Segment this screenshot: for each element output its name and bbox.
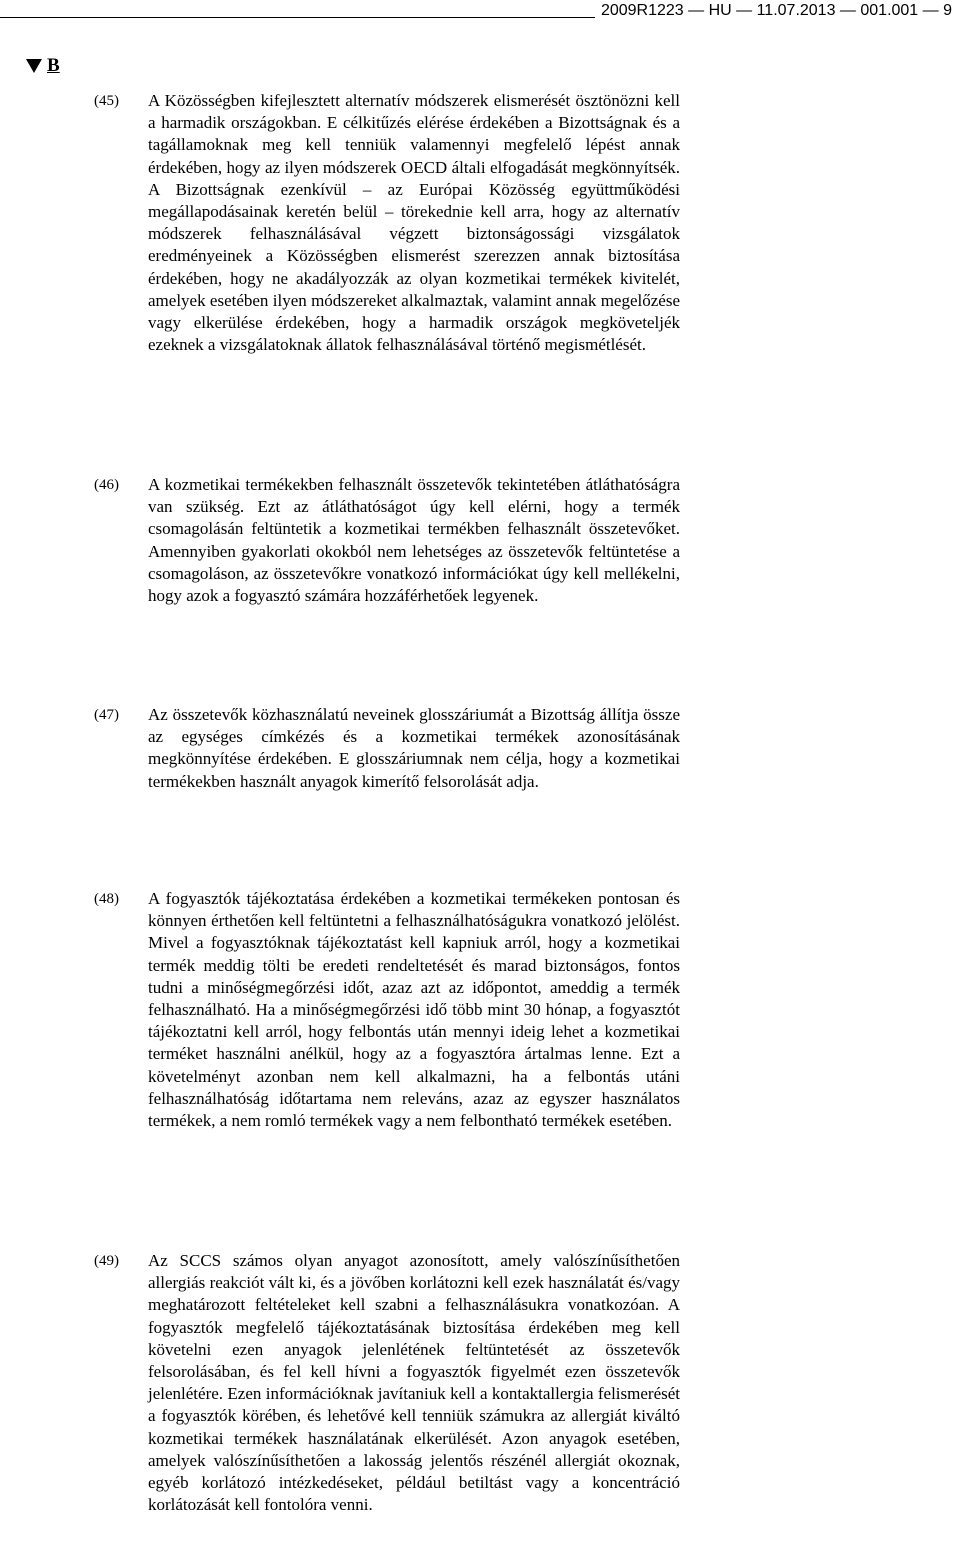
recital-number: (46) [94,477,119,493]
header-reference: 2009R1223 — HU — 11.07.2013 — 001.001 — 9 [595,2,952,20]
page-header [595,0,952,42]
recital-number: (47) [94,707,119,723]
recital-text: Az összetevők közhasználatú neveinek glosszáriumát a Bizottság állítja össze az egységes címkézés és a kozmetikai termékek azonosításának megkönnyítése érdekében. E glosszáriumnak nem célja, hogy a kozmetikai termékekben használt anyagok kimerítő felsorolását adja. [148,705,680,791]
recital-text: A Közösségben kifejlesztett alternatív módszerek elismerését ösztönözni kell a harmadik országokban. E célkitűzés elérése érdekében a Bizottságnak és a tagállamoknak meg kell tenniük valamennyi megfelelő lépést annak érdekében, hogy az ilyen módszerek OECD általi elfogadását megkönnyítsék. A Bizottságnak ezenkívül – az Európai Közösség együttműködési megállapodásainak keretén belül – törekednie kell arra, hogy az alternatív módszerek felhasználásával végzett biztonságossági vizsgálatok eredményeinek a Közösségben elismerést szerezzen annak biztosítása érdekében, hogy ne akadályozzák az olyan kozmetikai termékek kivitelét, amelyek esetében ilyen módszereket alkalmaztak, valamint annak megelőzése vagy elkerülése érdekében, hogy a harmadik országok megköveteljék ezeknek a vizsgálatoknak állatok felhasználásával történő megismétlését. [148,91,680,355]
amendment-marker [26,55,60,77]
recital-text: A fogyasztók tájékoztatása érdekében a kozmetikai termékeken pontosan és könnyen érthetően kell feltüntetni a felhasználhatóságukra vonatkozó jelölést. Mivel a fogyasztóknak tájékoztatást kell kapniuk arról, hogy a kozmetikai termék meddig tölti be eredeti rendeltetését és marad biztonságos, fontos tudni a minőségmegőrzési időt, azaz azt az időpontot, ameddig a termék felhasználható. Ha a minőségmegőrzési idő több mint 30 hónap, a fogyasztót tájékoztatni kell arról, hogy felbontás után mennyi ideig lehet a kozmetikai terméket használni anélkül, hogy az a fogyasztóra ártalmas lenne. Ezt a követelményt azonban nem kell alkalmazni, ha a felbontás utáni felhasználhatóság időtartama nem releváns, azaz az egyszer használatos termékek, a nem romló termékek vagy a nem felbontható termékek esetében. [148,889,680,1131]
recital-text: Az SCCS számos olyan anyagot azonosított, amely valószínűsíthetően allergiás reakciót vált ki, és a jövőben korlátozni kell ezek használatát és/vagy meghatározott feltételeket kell szabni a felhasználásukra vonatkozóan. A fogyasztók megfelelő tájékoztatásának biztosítása érdekében meg kell követelni ezen anyagok jelenlétének feltüntetését az összetevők felsorolásában, és fel kell hívni a fogyasztók figyelmét ezen összetevők jelenlétére. Ezen információknak javítaniuk kell a kontaktallergia felismerését a fogyasztók körében, és lehetővé kell tenniük számukra az allergiát kiváltó kozmetikai termékek használatának elkerülését. Azon anyagok esetében, amelyek valószínűsíthetően a lakosság jelentős részénél allergiát okoznak, egyéb korlátozó intézkedéseket, például betiltást vagy a koncentráció korlátozását kell fontolóra venni. [148,1251,680,1515]
triangle-down-icon [26,59,42,73]
recital-number: (49) [94,1253,119,1269]
marker-label: B [47,55,60,76]
recital-text: A kozmetikai termékekben felhasznált összetevők tekintetében átláthatóságra van szükség. Ezt az átláthatóságot úgy kell elérni, hogy a termék csomagolásán feltüntetik a kozmetikai termékben felhasznált összetevőket. Amennyiben gyakorlati okokból nem lehetséges az összetevők feltüntetése a csomagoláson, az összetevőkre vonatkozó információkat úgy kell mellékelni, hogy azok a fogyasztó számára hozzáférhetőek legyenek. [148,475,680,606]
recital-number: (45) [94,93,119,109]
recital-number: (48) [94,891,119,907]
